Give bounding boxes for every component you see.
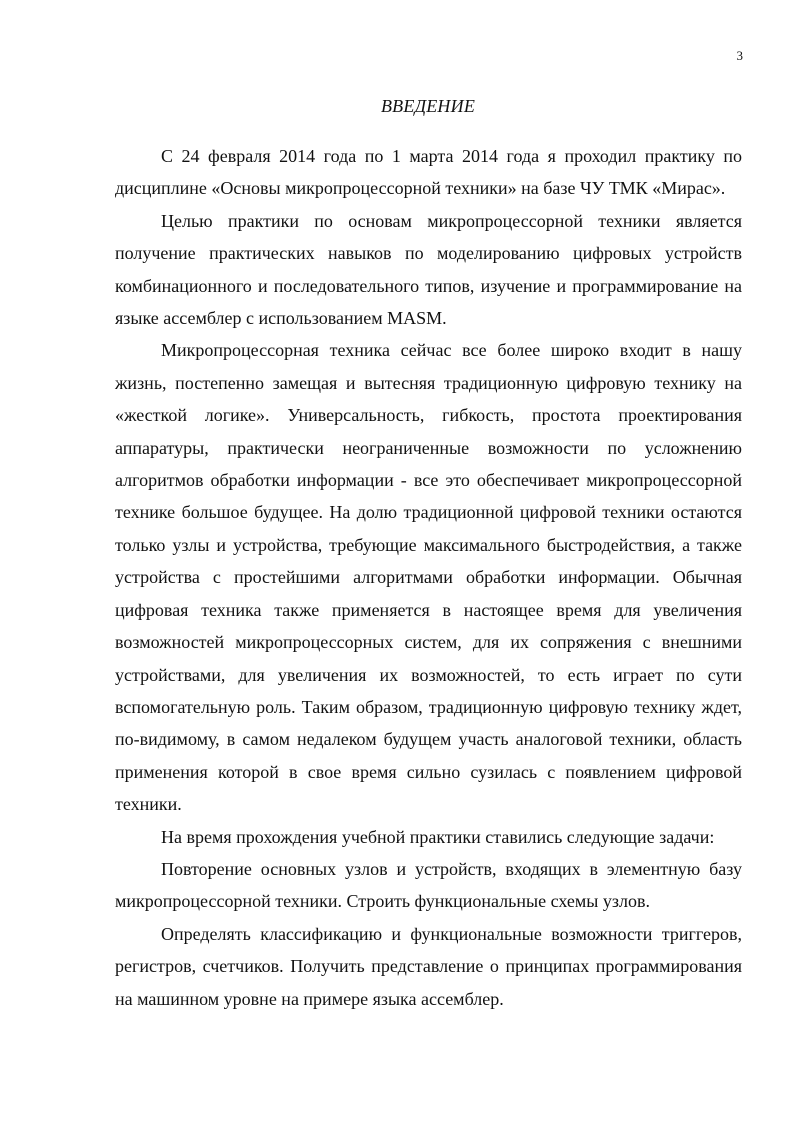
paragraph-task-2: Определять классификацию и функциональные возможности триггеров, регистров, счетчиков. Получить представление о принципах программирования на машинном уровне на примере языка ассемблер. [115,923,742,1009]
section-title: ВВЕДЕНИЕ [380,96,476,116]
paragraph-task-1: Повторение основных узлов и устройств, входящих в элементную базу микропроцессорной техники. Строить функциональные схемы узлов. [115,858,742,912]
page-number: 3 [736,48,743,63]
paragraph-tasks-intro: На время прохождения учебной практики ставились следующие задачи: [161,826,715,847]
paragraph-practice-dates: С 24 февраля 2014 года по 1 марта 2014 года я проходил практику по дисциплине «Основы микропроцессорной техники» на базе ЧУ ТМК «Мирас». [115,146,742,199]
paragraph-microprocessor-technology: Микропроцессорная техника сейчас все более широко входит в нашу жизнь, постепенно замещая и вытесняя традиционную цифровую технику на «жесткой логике». Универсальность, гибкость, простота проектирования аппаратуры, практически неограниченные возможности по усложнению алгоритмов обработки информации - все это обеспечивает микропроцессорной технике большое будущее. На долю традиционной цифровой техники остаются только узлы и устройства, требующие максимального быстродействия, а также устройства с простейшими алгоритмами обработки информации. Обычная цифровая техника также применяется в настоящее время для увеличения возможностей микропроцессорных систем, для их сопряжения с внешними устройствами, для увеличения их возможностей, то есть играет по сути вспомогательную роль. Таким образом, традиционную цифровую технику ждет, по-видимому, в самом недалеком будущем участь аналоговой техники, область применения которой в свое время сильно сузилась с появлением цифровой техники. [115,340,742,815]
paragraph-practice-goal: Целью практики по основам микропроцессорной техники является получение практических навыков по моделированию цифровых устройств комбинационного и последовательного типов, изучение и программирование на языке ассемблер с использованием MASM. [115,210,742,329]
body-text [115,140,742,1015]
